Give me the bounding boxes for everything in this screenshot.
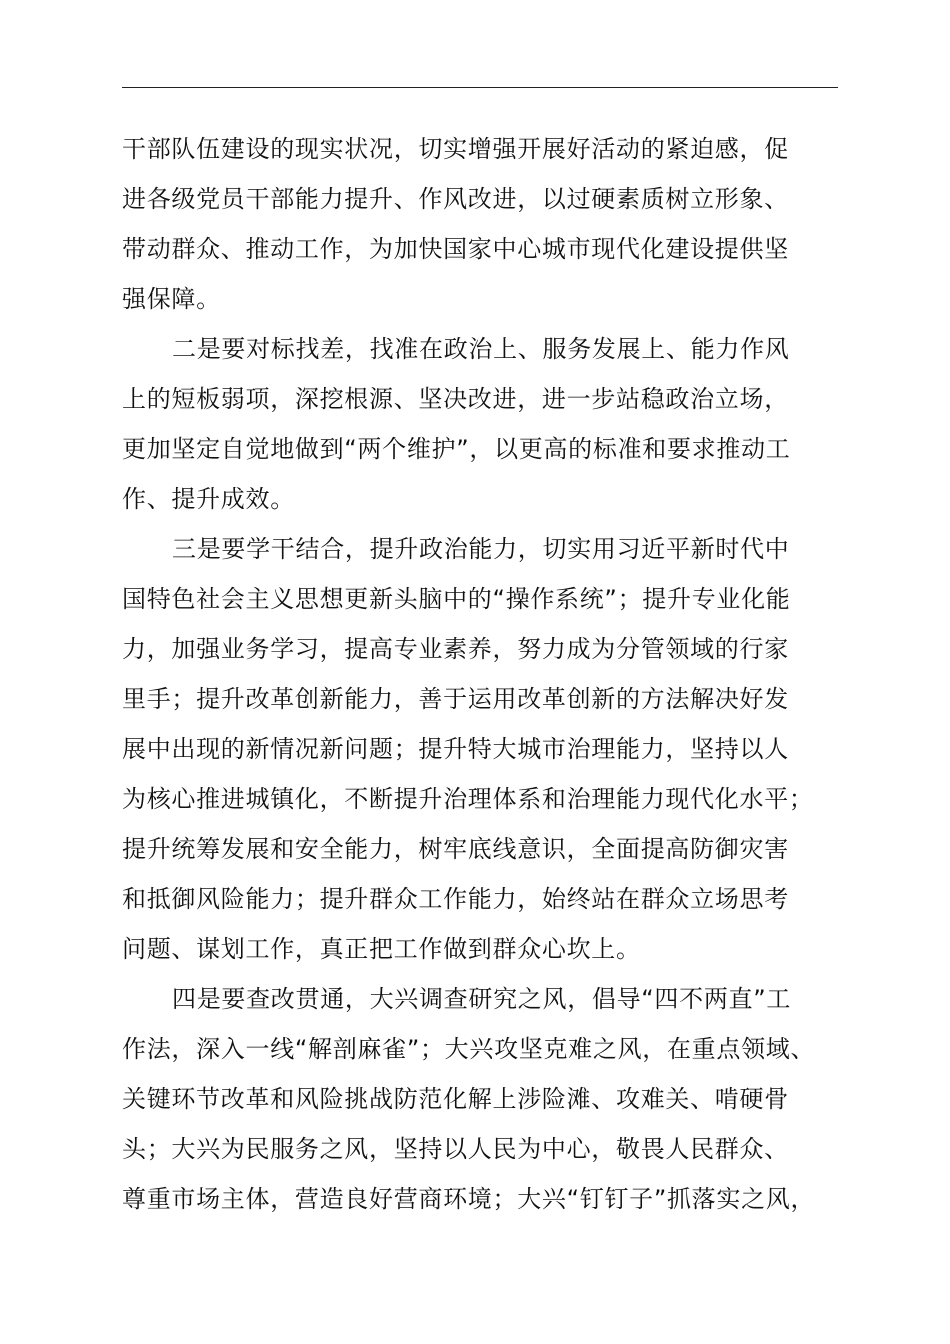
text-line: 尊重市场主体，营造良好营商环境；大兴“钉钉子”抓落实之风， bbox=[122, 1185, 816, 1213]
text-line: 进各级党员干部能力提升、作风改进，以过硬素质树立形象、 bbox=[122, 185, 789, 213]
text-line: 更加坚定自觉地做到“两个维护”，以更高的标准和要求推动工 bbox=[122, 435, 791, 463]
text-line: 提升统筹发展和安全能力，树牢底线意识，全面提高防御灾害 bbox=[122, 835, 789, 863]
text-line: 干部队伍建设的现实状况，切实增强开展好活动的紧迫感，促 bbox=[122, 135, 789, 163]
text-line: 强保障。 bbox=[122, 285, 221, 313]
text-line: 展中出现的新情况新问题；提升特大城市治理能力，坚持以人 bbox=[122, 735, 789, 763]
text-line: 和抵御风险能力；提升群众工作能力，始终站在群众立场思考 bbox=[122, 885, 789, 913]
text-line: 为核心推进城镇化，不断提升治理体系和治理能力现代化水平； bbox=[122, 785, 814, 813]
paragraph-2-first-line: 二是要对标找差，找准在政治上、服务发展上、能力作风 bbox=[172, 335, 790, 363]
text-line: 作法，深入一线“解剖麻雀”；大兴攻坚克难之风，在重点领域、 bbox=[122, 1035, 816, 1063]
text-line: 问题、谋划工作，真正把工作做到群众心坎上。 bbox=[122, 935, 641, 963]
text-line: 关键环节改革和风险挑战防范化解上涉险滩、攻难关、啃硬骨 bbox=[122, 1085, 789, 1113]
text-line: 里手；提升改革创新能力，善于运用改革创新的方法解决好发 bbox=[122, 685, 789, 713]
paragraph-4-first-line: 四是要查改贯通，大兴调查研究之风，倡导“四不两直”工 bbox=[172, 985, 792, 1013]
header-rule bbox=[122, 87, 838, 88]
text-line: 带动群众、推动工作，为加快国家中心城市现代化建设提供坚 bbox=[122, 235, 789, 263]
text-line: 力，加强业务学习，提高专业素养，努力成为分管领域的行家 bbox=[122, 635, 789, 663]
body-text bbox=[122, 124, 862, 1224]
text-line: 作、提升成效。 bbox=[122, 485, 295, 513]
text-line: 上的短板弱项，深挖根源、坚决改进，进一步站稳政治立场， bbox=[122, 385, 789, 413]
text-line: 头；大兴为民服务之风，坚持以人民为中心，敬畏人民群众、 bbox=[122, 1135, 789, 1163]
text-line: 国特色社会主义思想更新头脑中的“操作系统”；提升专业化能 bbox=[122, 585, 791, 613]
paragraph-3-first-line: 三是要学干结合，提升政治能力，切实用习近平新时代中 bbox=[172, 535, 790, 563]
